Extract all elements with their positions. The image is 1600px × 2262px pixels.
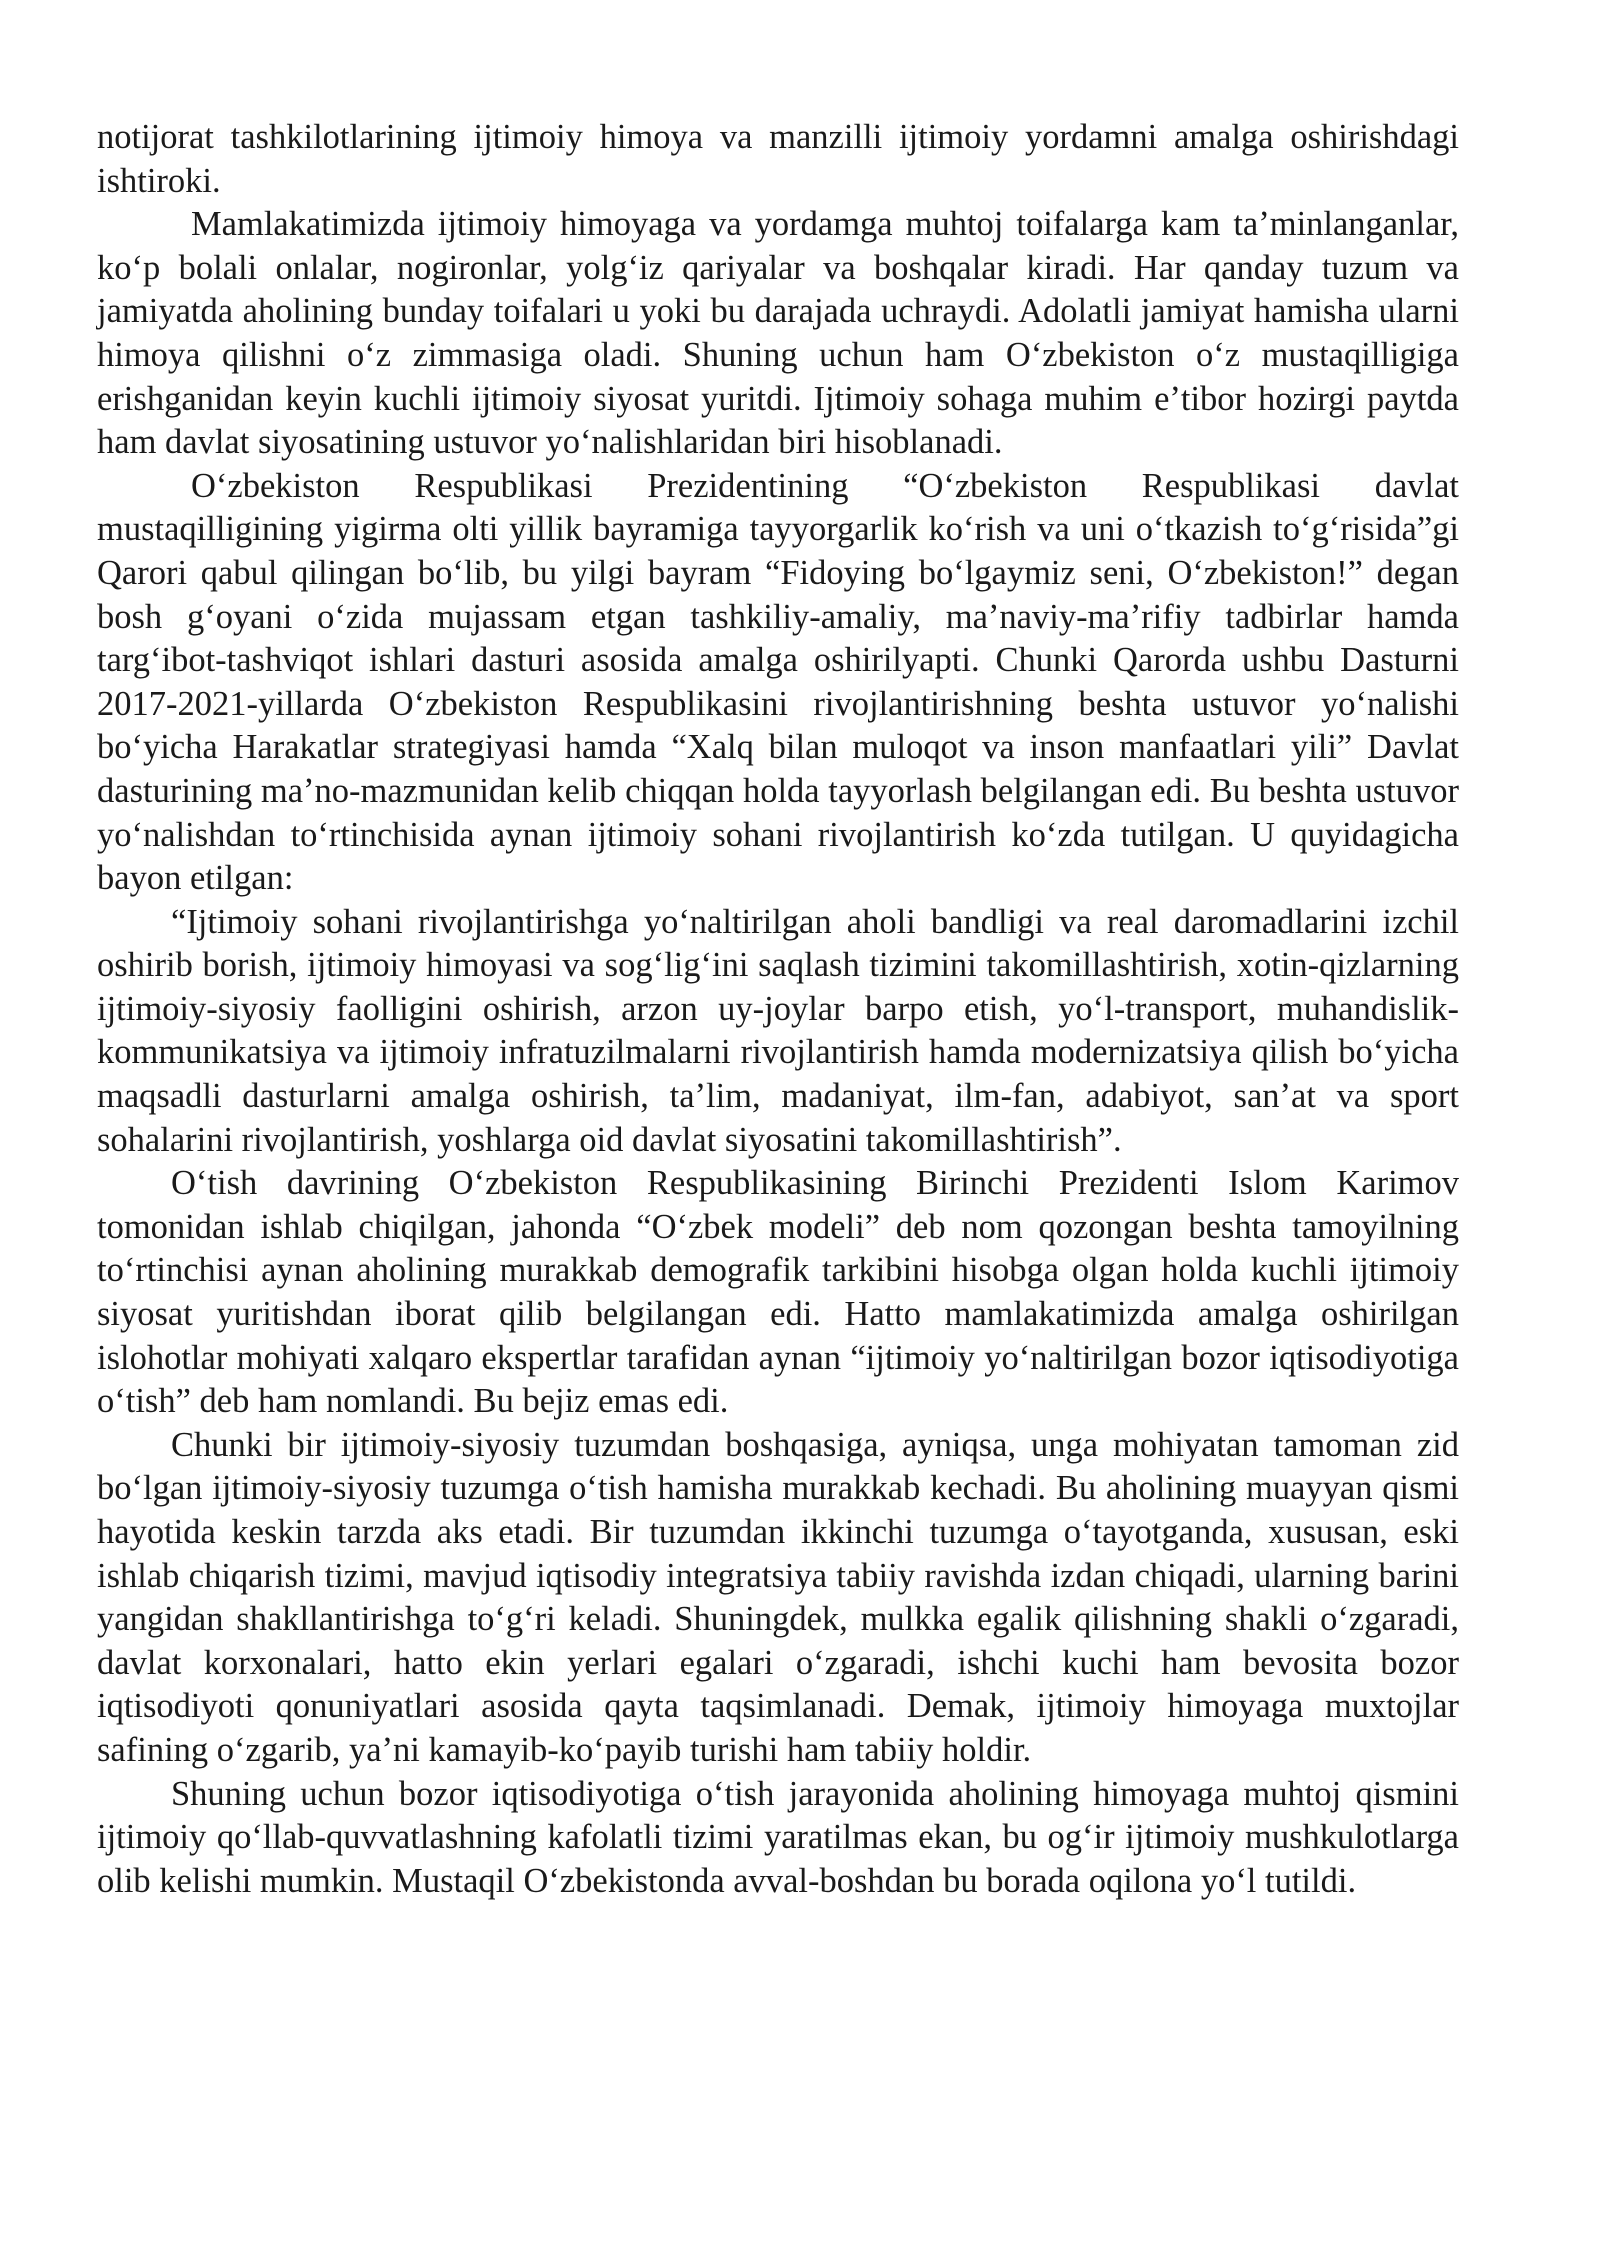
document-page — [97, 116, 1459, 1903]
paragraph-uzbek-model: Oʻtish davrining Oʻzbekiston Respublikasining Birinchi Prezidenti Islom Karimov tomonidan ishlab chiqilgan, jahonda “Oʻzbek modeli” deb nom qozongan beshta tamoyilning toʻrtinchisi aynan aholining murakkab demografik tarkibini hisobga olgan holda kuchli ijtimoiy siyosat yuritishdan iborat qilib belgilangan edi. Hatto mamlakatimizda amalga oshirilgan islohotlar mohiyati xalqaro ekspertlar tarafidan aynan “ijtimoiy yoʻnaltirilgan bozor iqtisodiyotiga oʻtish” deb ham nomlandi. Bu bejiz emas edi. — [97, 1164, 1459, 1421]
paragraph-vulnerable-groups: Mamlakatimizda ijtimoiy himoyaga va yordamga muhtoj toifalarga kam taʼminlanganlar, koʻp bolali onlalar, nogironlar, yolgʻiz qariyalar va boshqalar kiradi. Har qanday tuzum va jamiyatda aholining bunday toifalari u yoki bu darajada uchraydi. Adolatli jamiyat hamisha ularni himoya qilishni oʻz zimmasiga oladi. Shuning uchun ham Oʻzbekiston oʻz mustaqilligiga erishganidan keyin kuchli ijtimoiy siyosat yuritdi. Ijtimoiy sohaga muhim eʼtibor hozirgi paytda ham davlat siyosatining ustuvor yoʻnalishlaridan biri hisoblanadi. — [97, 205, 1459, 462]
paragraph-presidential-decree: Oʻzbekiston Respublikasi Prezidentining “Oʻzbekiston Respublikasi davlat mustaqilligining yigirma olti yillik bayramiga tayyorgarlik koʻrish va uni oʻtkazish toʻgʻrisida”gi Qarori qabul qilingan boʻlib, bu yilgi bayram “Fidoying boʻlgaymiz seni, Oʻzbekiston!” degan bosh gʻoyani oʻzida mujassam etgan tashkiliy-amaliy, maʼnaviy-maʼrifiy tadbirlar hamda targʻibot-tashviqot ishlari dasturi asosida amalga oshirilyapti. Chunki Qarorda ushbu Dasturni 2017-2021-yillarda Oʻzbekiston Respublikasini rivojlantirishning beshta ustuvor yoʻnalishi boʻyicha Harakatlar strategiyasi hamda “Xalq bilan muloqot va inson manfaatlari yili” Davlat dasturining maʼno-mazmunidan kelib chiqqan holda tayyorlash belgilangan edi. Bu beshta ustuvor yoʻnalishdan toʻrtinchisida aynan ijtimoiy sohani rivojlantirish koʻzda tutilgan. U quyidagicha bayon etilgan: — [97, 466, 1459, 898]
paragraph-conclusion: Shuning uchun bozor iqtisodiyotiga oʻtish jarayonida aholining himoyaga muhtoj qismini ijtimoiy qoʻllab-quvvatlashning kafolatli tizimi yaratilmas ekan, bu ogʻir ijtimoiy mushkulotlarga olib kelishi mumkin. Mustaqil Oʻzbekistonda avval-boshdan bu borada oqilona yoʻl tutildi. — [97, 1774, 1459, 1900]
paragraph-continuation: notijorat tashkilotlarining ijtimoiy himoya va manzilli ijtimoiy yordamni amalga oshirishdagi ishtiroki. — [97, 118, 1459, 200]
paragraph-quotation: “Ijtimoiy sohani rivojlantirishga yoʻnaltirilgan aholi bandligi va real daromadlarini izchil oshirib borish, ijtimoiy himoyasi va sogʻligʻini saqlash tizimini takomillashtirish, xotin-qizlarning ijtimoiy-siyosiy faolligini oshirish, arzon uy-joylar barpo etish, yoʻl-transport, muhandislik-kommunikatsiya va ijtimoiy infratuzilmalarni rivojlantirish hamda modernizatsiya qilish boʻyicha maqsadli dasturlarni amalga oshirish, taʼlim, madaniyat, ilm-fan, adabiyot, sanʼat va sport sohalarini rivojlantirish, yoshlarga oid davlat siyosatini takomillashtirish”. — [97, 902, 1459, 1159]
paragraph-transition: Chunki bir ijtimoiy-siyosiy tuzumdan boshqasiga, ayniqsa, unga mohiyatan tamoman zid boʻlgan ijtimoiy-siyosiy tuzumga oʻtish hamisha murakkab kechadi. Bu aholining muayyan qismi hayotida keskin tarzda aks etadi. Bir tuzumdan ikkinchi tuzumga oʻtayotganda, xususan, eski ishlab chiqarish tizimi, mavjud iqtisodiy integratsiya tabiiy ravishda izdan chiqadi, ularning barini yangidan shakllantirishga toʻgʻri keladi. Shuningdek, mulkka egalik qilishning shakli oʻzgaradi, davlat korxonalari, hatto ekin yerlari egalari oʻzgaradi, ishchi kuchi ham bevosita bozor iqtisodiyoti qonuniyatlari asosida qayta taqsimlanadi. Demak, ijtimoiy himoyaga muxtojlar safining oʻzgarib, yaʼni kamayib-koʻpayib turishi ham tabiiy holdir. — [97, 1425, 1459, 1769]
